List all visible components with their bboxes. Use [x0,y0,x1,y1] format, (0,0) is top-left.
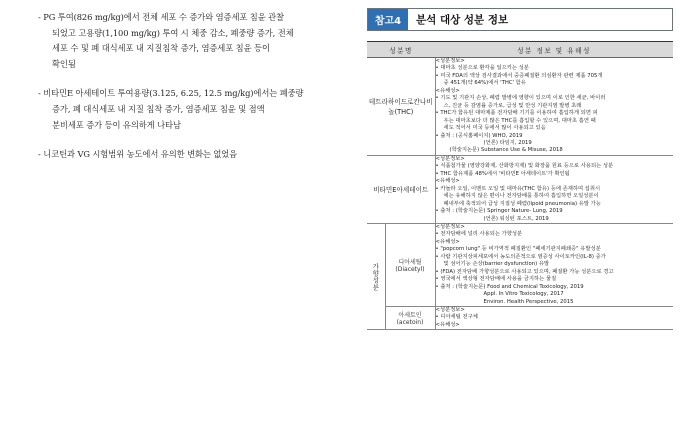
info-line: • 카놀라 오일, 이멘트 오일 및 대마유(THC 함유) 등에 존재하며 섭취시 [435,185,601,192]
component-name: 비타민E아세테이트 [367,155,435,223]
flavor-group-label: 가향성분 [371,262,380,291]
info-line: Appl. In Vitro Toxicology, 2017 [483,291,564,298]
section-label: <유해성> [435,178,460,185]
table-row [367,223,673,306]
bullet-line: 증가, 폐 대식세포 내 지질 침착 증가, 염증세포 침윤 및 점액 [52,103,265,114]
bullet-line: - 니코틴과 VG 시험범위 농도에서 유의한 변화는 없었음 [38,149,238,160]
flavor-group-cell [367,223,385,329]
bullet-line: 확인됨 [52,58,76,69]
bullet-line: 세포 수 및 폐 대식세포 내 지질침착 증가, 염증세포 침윤 등이 [52,43,270,54]
sub-component-name [385,223,435,306]
info-line: • (FDA) 전자담배 가향성분으로 사용되고 있으며, 폐질환 가능 성분으로 경고 [435,268,614,275]
table-row [367,155,673,223]
component-info-cell [435,58,673,156]
section-label: <성분정보> [435,223,465,230]
info-line: • 전자담배에 널리 사용되는 가향성분 [435,231,523,238]
sub-component-korean: 아세토인 [398,312,422,320]
sub-component-english: (Diacetyl) [395,265,425,273]
section-label: <성분정보> [435,306,465,313]
component-info-cell [435,306,673,329]
info-line: • 출처 : (학술지논문) Food and Chemical Toxicology, 2019 [435,283,584,290]
info-line: • 영국에서 액상형 전자담배에 사용을 금지하는 물질 [435,276,557,283]
bullet-line: - 비타민E 아세테이트 투여용량(3.125, 6.25, 12.5 mg/kg)에서는 폐중량 [38,88,304,99]
info-line: 세도 적어서 미국 등에서 많이 사용되고 있음 [443,125,546,132]
sub-component-name [385,306,435,329]
bullet-line: 분비세포 증가 등이 유의하게 나타남 [52,119,181,130]
table-row [367,306,673,329]
info-line: • 식품첨가물 (영양강화제, 산화방지제) 및 화장품 원료 등으로 사용되는 성분 [435,163,614,170]
reference-badge: 참고4 [368,9,408,30]
table-header-row [367,42,673,58]
info-line: • THC 함유제품 48%에서 '비타민E 아세테이트'가 확인됨 [435,170,570,177]
section-label: <유해성> [435,321,460,328]
section-label: <유해성> [435,238,460,245]
sub-component-korean: 디아세틸 [398,258,422,266]
col-header-info: 성분 정보 및 유해성 [435,42,673,58]
info-line: 및 섬어기능 손상(barrier dysfunction) 유발 [443,261,550,268]
bullet-line: - PG 투여(826 mg/kg)에서 전체 세포 수 증가와 염증세포 침윤 관찰 [38,12,285,22]
col-header-name: 성분명 [367,42,435,58]
info-line: (언론) 워싱턴 포스트, 2019 [483,215,549,222]
info-line: • 미국 FDA의 액상 검사결과에서 중증폐질환 의심환자 관련 제품 705개 [435,72,603,79]
info-line: • 출처 : (학술지논문) Springer Nature- Lung, 2019 [435,208,563,215]
section-label: <성분정보> [435,58,465,64]
left-text-column [38,10,318,177]
table-row [367,58,673,156]
panel-title: 분석 대상 성분 정보 [416,14,509,26]
info-line: • 디아세틸 전구체 [435,314,478,321]
info-line: • "popcorn lung" 등 비가역적 폐질환인 "폐세기관지폐쇄증" 유발성분 [435,246,601,253]
bullet-paragraph [38,147,318,163]
info-line: 에는 유해하지 않은 편이나 전자담배를 통하여 흡입하면 오일성분이 [443,193,599,200]
info-line: • THC가 함유된 대마제품 전자담배 기기를 이용하여 흡입하게 되면 피 [435,110,598,117]
info-line: (언론) 타임지, 2019 [483,139,532,146]
sub-component-english: (acetoin) [396,319,424,327]
info-line: Environ. Health Perspective, 2015 [483,298,574,305]
reference-panel [367,8,673,330]
panel-header [367,8,673,31]
info-line: 스, 진균 등 감염률 증가로, 급성 및 만성 기관지염 발병 초래 [443,102,582,109]
component-table [367,41,673,330]
info-line: 중 451개(약 64%)에서 'THC' 함유 [443,80,526,87]
bullet-paragraph [38,86,318,133]
info-line: 우는 대마초보다 더 많은 THC를 흡입할 수 있으며, 대마초 흡연 때 [443,117,596,124]
section-label: <유해성> [435,87,460,94]
component-name: 테트라하이드로칸나비놀(THC) [367,58,435,156]
info-line: (학술지논문) Substance Use & Misuse, 2018 [449,147,563,154]
bullet-paragraph [38,10,318,72]
component-info-cell [435,155,673,223]
section-label: <성분정보> [435,155,465,162]
component-info-cell [435,223,673,306]
bullet-line: 되었고 고용량(1,100 mg/kg) 투여 시 체중 감소, 폐중량 증가, 전체 [52,27,294,38]
info-line: 폐내부에 축적되어 급성 지질성 폐렴(lipoid pneumonia) 유발 가능 [443,200,601,207]
info-line: • 기도 및 기관지 손상, 폐렴 발병에 영향이 있으며 이로 인한 세균, 바이러 [435,95,606,102]
info-line: • 대마초 성분으로 환각을 일으키는 성분 [435,65,529,72]
info-line: • 사람 기관지상피세포에서 농도의존적으로 염증성 사이토카인(IL-8) 증가 [435,253,606,260]
info-line: • 출처 : (공식홈페이지) WHO, 2019 [435,132,523,139]
